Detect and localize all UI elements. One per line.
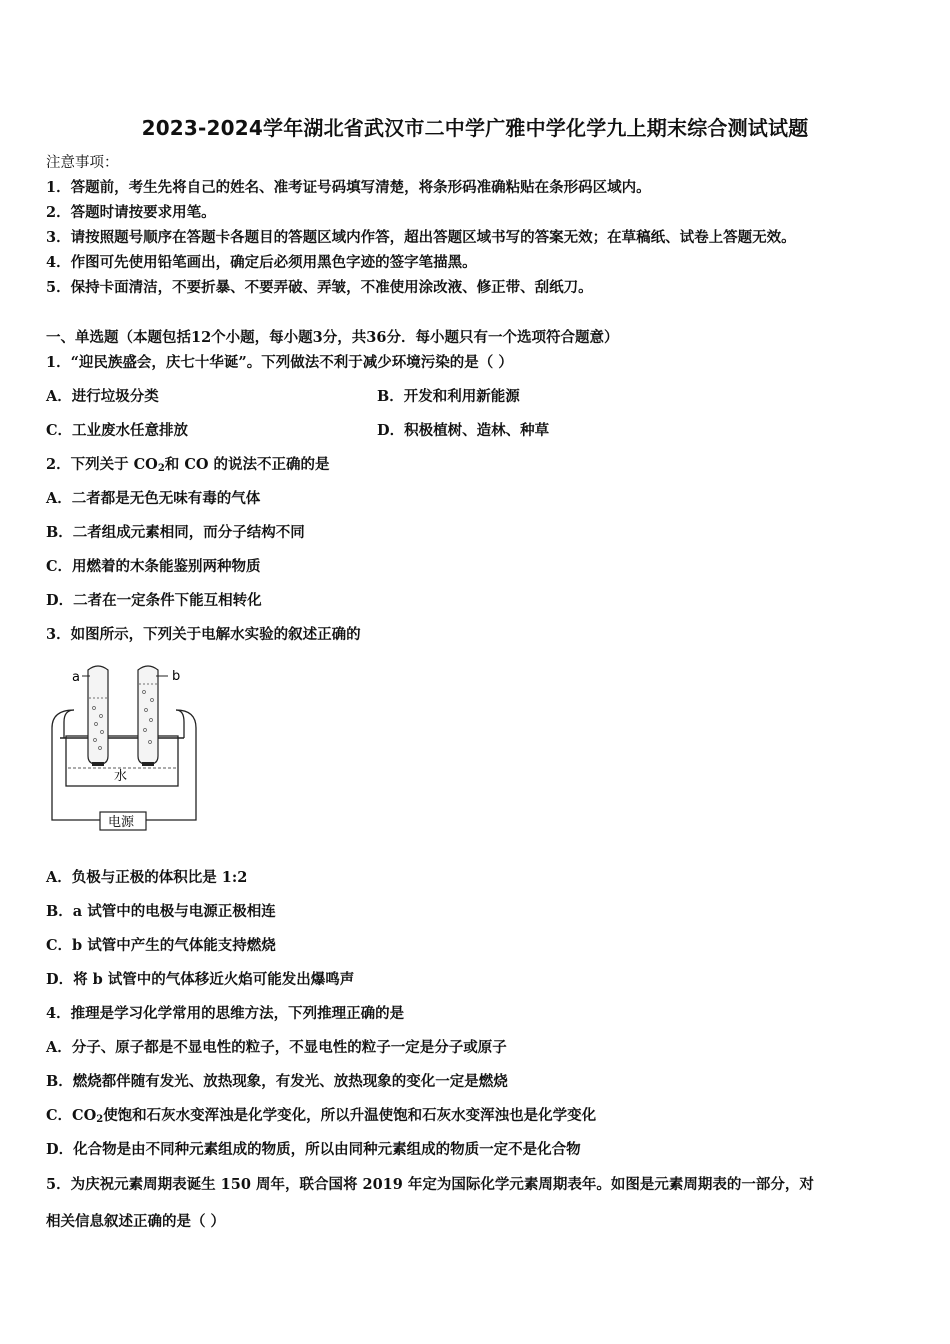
question-4-option-d: D．化合物是由不同种元素组成的物质，所以由同种元素组成的物质一定不是化合物	[46, 1141, 581, 1158]
question-3-option-a: A．负极与正极的体积比是 1:2	[46, 869, 248, 886]
notice-heading: 注意事项：	[46, 155, 119, 171]
question-1-option-c: C．工业废水任意排放	[46, 422, 189, 439]
question-3-stem: 3．如图所示，下列关于电解水实验的叙述正确的	[46, 626, 361, 643]
question-4-option-a: A．分子、原子都是不显电性的粒子，不显电性的粒子一定是分子或原子	[46, 1039, 507, 1056]
electrode-b	[142, 762, 154, 766]
label-a: a	[72, 670, 80, 685]
question-1-option-b: B．开发和利用新能源	[377, 388, 520, 405]
electrolysis-apparatus-figure	[46, 658, 206, 836]
question-4-stem: 4．推理是学习化学常用的思维方法，下列推理正确的是	[46, 1005, 405, 1022]
question-5-stem-line2: 相关信息叙述正确的是（ ）	[46, 1213, 226, 1230]
question-2-option-b: B．二者组成元素相同，而分子结构不同	[46, 524, 305, 541]
label-b: b	[172, 669, 181, 684]
question-2-option-a: A．二者都是无色无味有毒的气体	[46, 490, 261, 507]
question-2-option-c: C．用燃着的木条能鉴别两种物质	[46, 558, 261, 575]
question-4-option-b: B．燃烧都伴随有发光、放热现象，有发光、放热现象的变化一定是燃烧	[46, 1073, 508, 1090]
test-tube-a	[88, 666, 108, 764]
question-5-stem-line1: 5．为庆祝元素周期表诞生 150 周年，联合国将 2019 年定为国际化学元素周期表年。如图是元素周期表的一部分，对	[46, 1176, 814, 1193]
question-3-option-c: C．b 试管中产生的气体能支持燃烧	[46, 937, 276, 954]
question-1-option-d: D．积极植树、造林、种草	[377, 422, 550, 439]
label-power: 电源	[108, 815, 135, 830]
notice-item: 1．答题前，考生先将自己的姓名、准考证号码填写清楚，将条形码准确粘贴在条形码区域内。	[46, 179, 651, 196]
notice-item: 4．作图可先使用铅笔画出，确定后必须用黑色字迹的签字笔描黑。	[46, 254, 477, 271]
notice-item: 3．请按照题号顺序在答题卡各题目的答题区域内作答，超出答题区域书写的答案无效；在草稿纸、试卷上答题无效。	[46, 229, 796, 246]
notice-item: 2．答题时请按要求用笔。	[46, 204, 216, 221]
question-3-option-d: D．将 b 试管中的气体移近火焰可能发出爆鸣声	[46, 971, 355, 988]
question-2-option-d: D．二者在一定条件下能互相转化	[46, 592, 262, 609]
question-1-stem: 1．“迎民族盛会，庆七十华诞”。下列做法不利于减少环境污染的是（ ）	[46, 354, 513, 371]
label-water: 水	[114, 769, 128, 784]
page-title: 2023-2024学年湖北省武汉市二中学广雅中学化学九上期末综合测试试题	[141, 116, 809, 140]
electrode-a	[92, 762, 104, 766]
section-heading: 一、单选题（本题包括12个小题，每小题3分，共36分．每小题只有一个选项符合题意）	[46, 329, 619, 346]
question-4-option-c: C．$CO_2$使饱和石灰水变浑浊是化学变化，所以升温使饱和石灰水变浑浊也是化学变化	[46, 1107, 597, 1125]
question-1-option-a: A．进行垃圾分类	[46, 388, 159, 405]
notice-item: 5．保持卡面清洁，不要折暴、不要弄破、弄皱，不准使用涂改液、修正带、刮纸刀。	[46, 279, 593, 296]
question-2-stem: 2．下列关于 $CO_2$和 CO 的说法不正确的是	[46, 456, 330, 474]
test-tube-b	[138, 666, 158, 764]
question-3-option-b: B．a 试管中的电极与电源正极相连	[46, 903, 276, 920]
